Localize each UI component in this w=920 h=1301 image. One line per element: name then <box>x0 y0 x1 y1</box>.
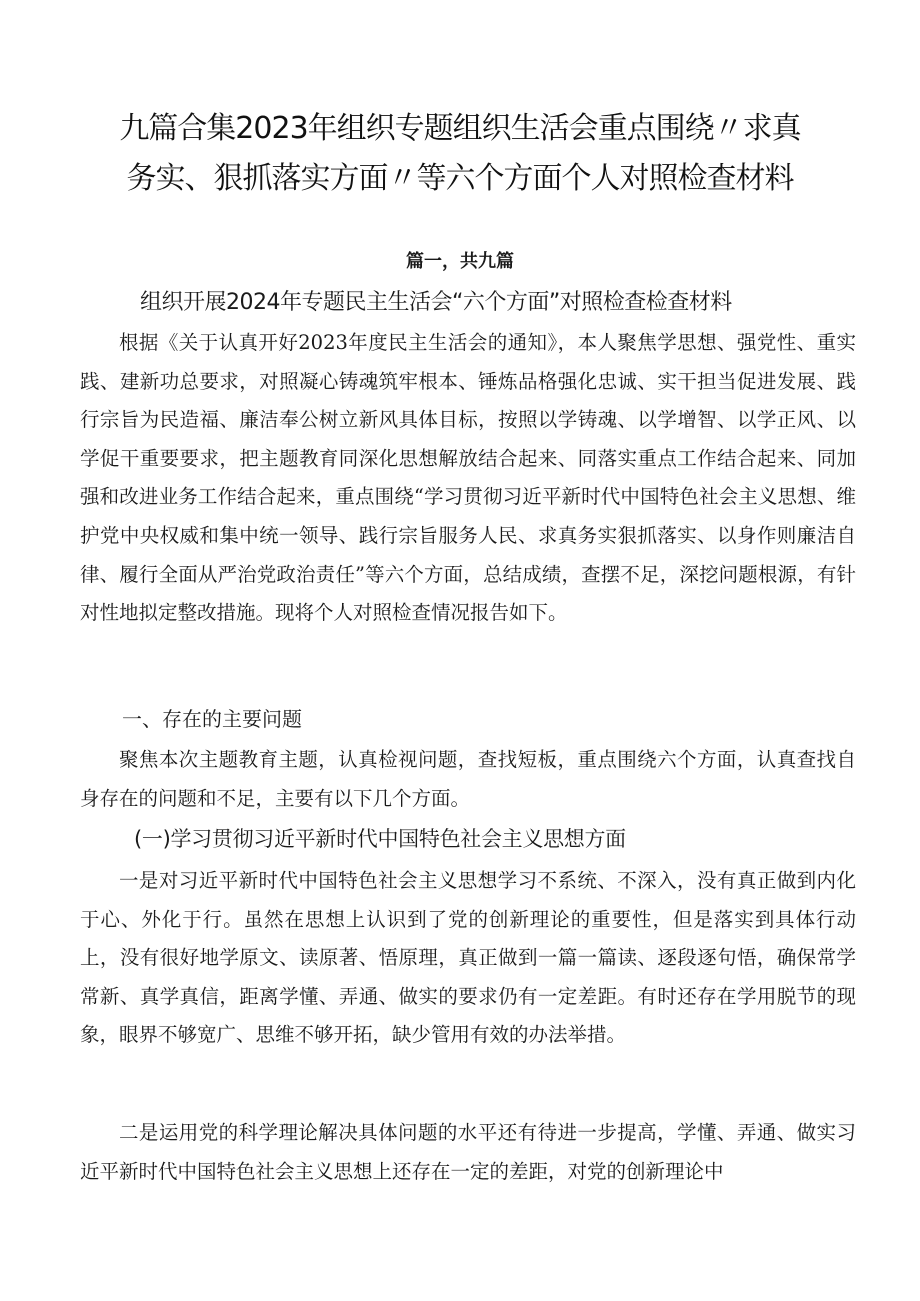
document-title <box>60 104 860 204</box>
document-title-line-2: 务实、狠抓落实方面〃等六个方面个人对照检查材料 <box>126 161 794 196</box>
document-title-line-1: 九篇合集2023年组织专题组织生活会重点围绕〃求真 <box>119 111 801 146</box>
paragraph-3: 一是对习近平新时代中国特色社会主义思想学习不系统、不深入，没有真正做到内化于心、外化于行。虽然在思想上认识到了党的创新理论的重要性，但是落实到具体行动上，没有很好地学原文、读原著、悟原理，真正做到一篇一篇读、逐段逐句悟，确保常学常新、真学真信，距离学懂、弄通、做实的要求仍有一定差距。有时还存在学用脱节的现象，眼界不够宽广、思维不够开拓，缺少管用有效的办法举措。 <box>80 869 856 1047</box>
section-heading-1: 一、存在的主要问题 <box>122 707 302 731</box>
paragraph-2: 聚焦本次主题教育主题，认真检视问题，查找短板，重点围绕六个方面，认真查找自身存在的问题和不足，主要有以下几个方面。 <box>80 748 856 810</box>
article-subtitle: 组织开展2024年专题民主生活会“六个方面”对照检查检查材料 <box>140 290 732 315</box>
intro-paragraph: 根据《关于认真开好2023年度民主生活会的通知》，本人聚焦学思想、强党性、重实践、建新功总要求，对照凝心铸魂筑牢根本、锤炼品格强化忠诚、实干担当促进发展、践行宗旨为民造福、廉洁奉公树立新风具体目标，按照以学铸魂、以学增智、以学正风、以学促干重要要求，把主题教育同深化思想解放结合起来、同落实重点工作结合起来、同加强和改进业务工作结合起来，重点围绕“学习贯彻习近平新时代中国特色社会主义思想、维护党中央权威和集中统一领导、践行宗旨服务人民、求真务实狠抓落实、以身作则廉洁自律、履行全面从严治党政治责任”等六个方面，总结成绩，查摆不足，深挖问题根源，有针对性地拟定整改措施。现将个人对照检查情况报告如下。 <box>80 331 856 625</box>
paragraph-4: 二是运用党的科学理论解决具体问题的水平还有待进一步提高，学懂、弄通、做实习近平新时代中国特色社会主义思想上还存在一定的差距，对党的创新理论中 <box>80 1121 856 1183</box>
section-label: 篇一，共九篇 <box>406 251 514 272</box>
section-heading-2: (一)学习贯彻习近平新时代中国特色社会主义思想方面 <box>134 827 626 851</box>
